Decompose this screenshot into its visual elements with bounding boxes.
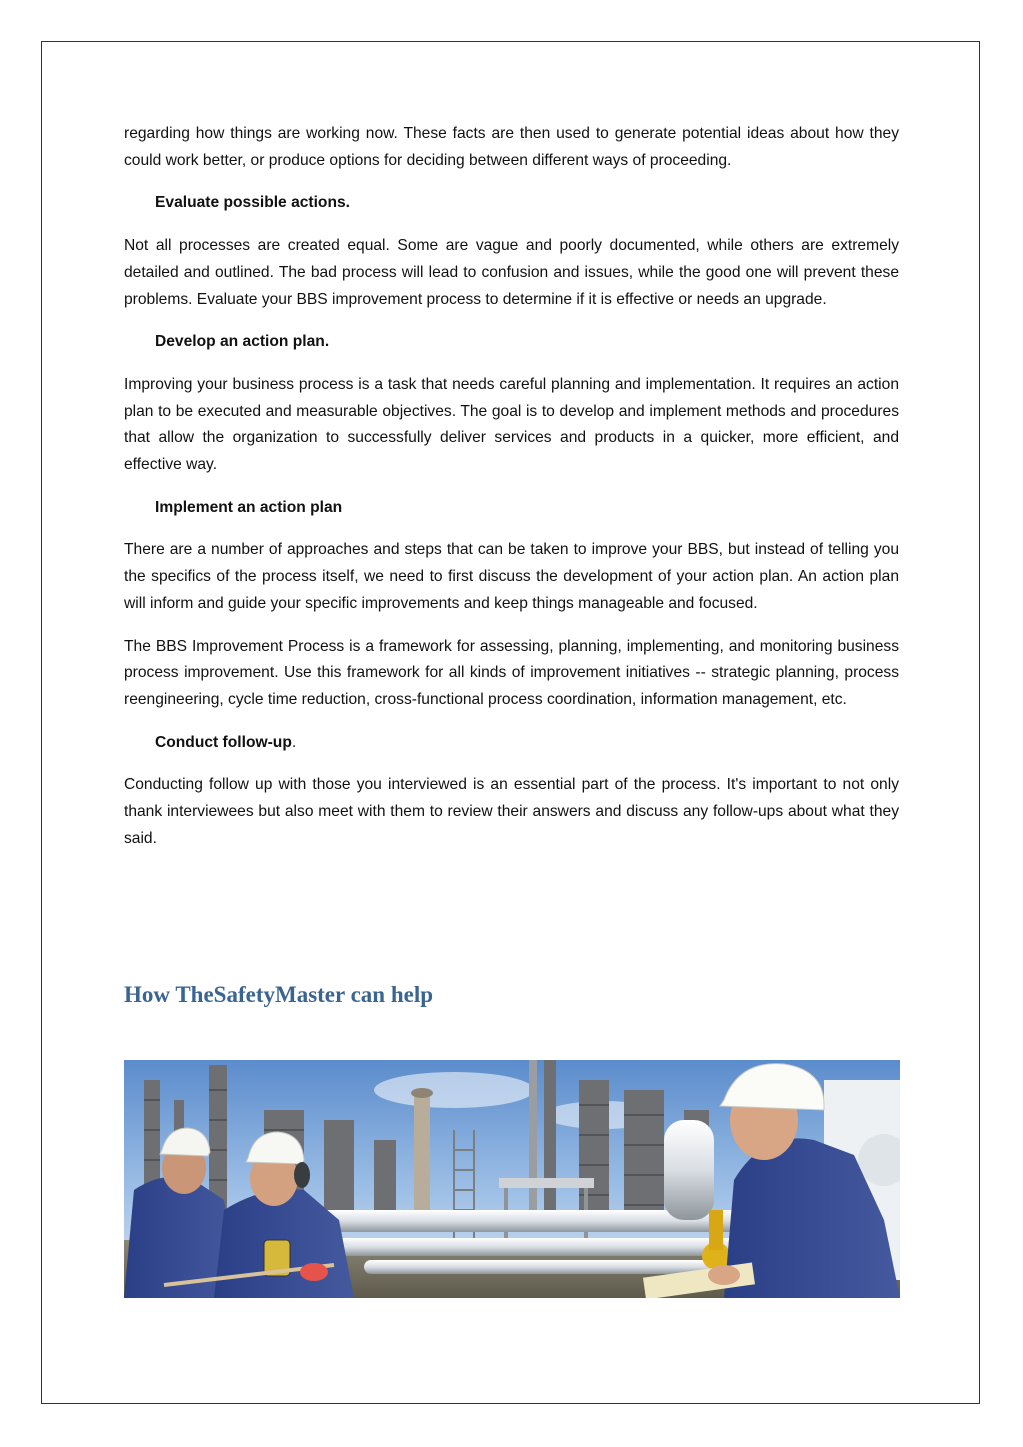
followup-heading-period: . bbox=[291, 733, 297, 751]
develop-paragraph: Improving your business process is a task that needs careful planning and implementation. It requires an action plan to be executed and measurable objectives. The goal is to develop and implement methods and procedures that allow the organization to successfully deliver services and products in a quicker, more efficient, and effective way. bbox=[124, 375, 899, 474]
followup-paragraph: Conducting follow up with those you interviewed is an essential part of the process. It's important to not only thank interviewees but also meet with them to review their answers and discuss any follow-ups about what they said. bbox=[124, 776, 899, 847]
document-body bbox=[124, 121, 899, 852]
followup-heading bbox=[155, 730, 899, 757]
evaluate-heading: Evaluate possible actions. bbox=[155, 194, 350, 212]
section-heading: How TheSafetyMaster can help bbox=[124, 982, 433, 1007]
implement-paragraph-2: The BBS Improvement Process is a framework for assessing, planning, implementing, and monitoring business process improvement. Use this framework for all kinds of improvement initiatives -- strategic planning, process reengineering, cycle time reduction, cross-functional process coordination, information management, etc. bbox=[124, 637, 899, 708]
implement-paragraph-1: There are a number of approaches and steps that can be taken to improve your BBS, but instead of telling you the specifics of the process itself, we need to first discuss the development of your action plan. An action plan will inform and guide your specific improvements and keep things manageable and focused. bbox=[124, 541, 899, 612]
followup-heading-text: Conduct follow-up bbox=[155, 733, 292, 751]
implement-heading: Implement an action plan bbox=[155, 498, 343, 516]
evaluate-paragraph: Not all processes are created equal. Some are vague and poorly documented, while others are extremely detailed and outlined. The bad process will lead to confusion and issues, while the good one will prevent these problems. Evaluate your BBS improvement process to determine if it is effective or needs an upgrade. bbox=[124, 237, 899, 308]
intro-paragraph: regarding how things are working now. These facts are then used to generate potential ideas about how they could work better, or produce options for deciding between different ways of proceeding. bbox=[124, 125, 899, 169]
develop-heading: Develop an action plan. bbox=[155, 333, 330, 351]
industrial-workers-photo bbox=[124, 1060, 900, 1298]
